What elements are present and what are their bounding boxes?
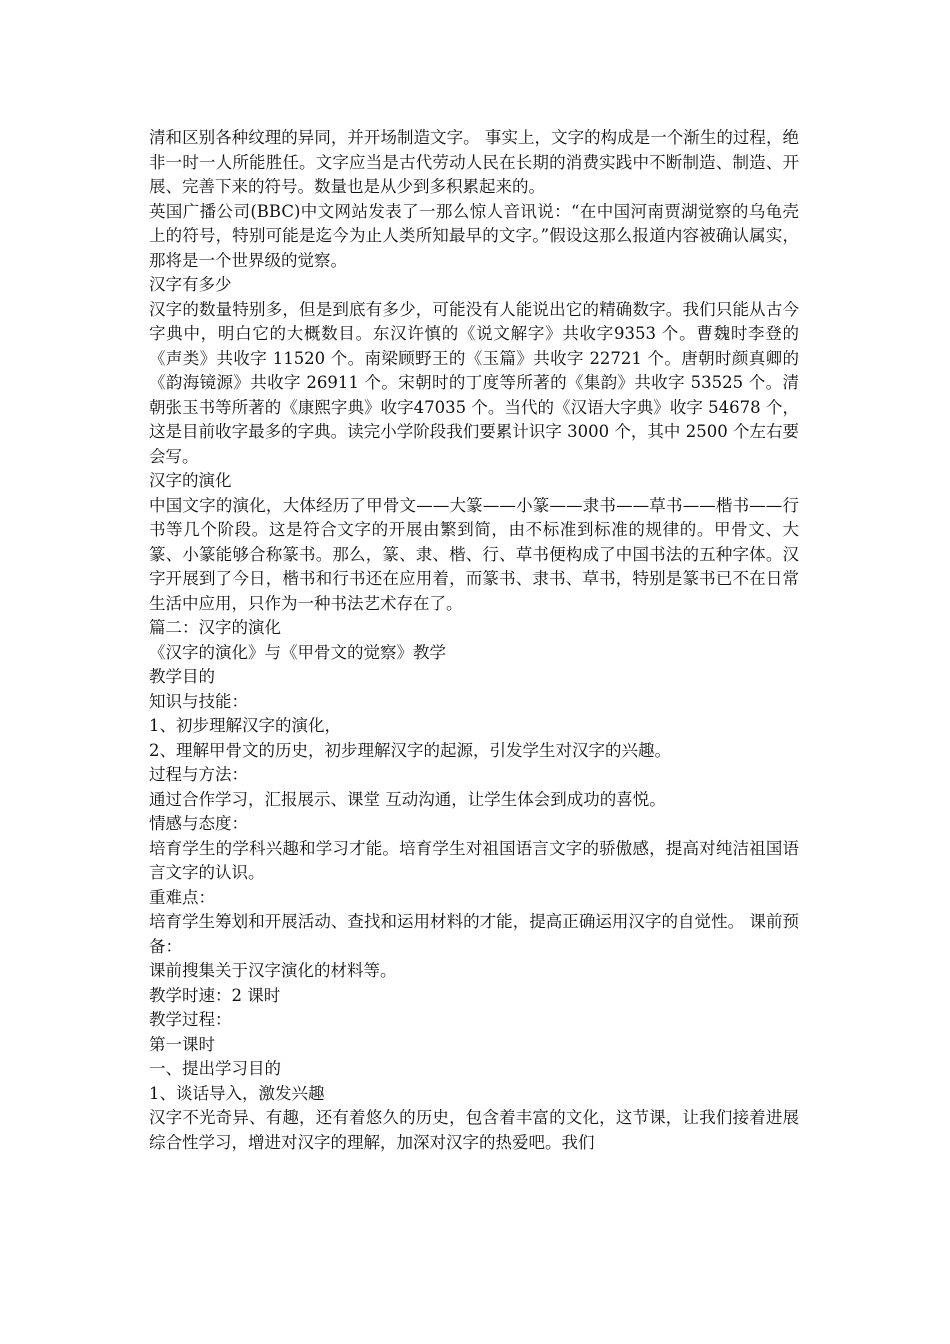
subheading: 情感与态度： bbox=[149, 814, 248, 833]
lesson-title: 《汉字的演化》与《甲骨文的觉察》教学 bbox=[149, 642, 446, 662]
subheading: 一、提出学习目的 bbox=[149, 1059, 281, 1078]
list-item: 1、谈话导入，激发兴趣 bbox=[149, 1083, 325, 1103]
section-heading: 篇二：汉字的演化 bbox=[149, 618, 281, 637]
section-heading: 汉字的演化 bbox=[149, 471, 232, 490]
paragraph: 汉字不光奇异、有趣，还有着悠久的历史，包含着丰富的文化，这节课，让我们接着进展综合性学习，增进对汉字的理解，加深对汉字的热爱吧。我们 bbox=[149, 1108, 799, 1152]
subheading: 知识与技能： bbox=[149, 691, 248, 711]
paragraph: 培育学生的学科兴趣和学习才能。培育学生对祖国语言文字的骄傲感，提高对纯洁祖国语言文字的认识。 bbox=[149, 838, 799, 882]
paragraph: 英国广播公司(BBC)中文网站发表了一那么惊人音讯说：“在中国河南贾湖觉察的乌龟壳上的符号，特别可能是迄今为止人类所知最早的文字。”假设这那么报道内容被确认属实，那将是一个世界级的觉察。 bbox=[149, 201, 799, 270]
subheading: 过程与方法： bbox=[149, 765, 248, 784]
paragraph: 课前搜集关于汉字演化的材料等。 bbox=[149, 961, 397, 980]
paragraph: 汉字的数量特别多，但是到底有多少，可能没有人能说出它的精确数字。我们只能从古今字典中，明白它的大概数目。东汉许慎的《说文解字》共收字9353 个。曹魏时李登的《声类》共收字 11520 个。南梁顾野王的《玉篇》共收字 22721 个。唐朝时颜真卿的《韵海镜源》共收字 26911 个。宋朝时的丁度等所著的《集韵》共收字 53525 个。清朝张玉书等所著的《康熙字典》收字47035 个。当代的《汉语大字典》收字 54678 个，这是目前收字最多的字典。读完小学阶段我们要累计识字 3000 个，其中 2500 个左右要会写。 bbox=[149, 299, 799, 466]
subheading: 重难点： bbox=[149, 887, 215, 907]
subheading: 第一课时 bbox=[149, 1034, 215, 1054]
section-heading: 教学目的 bbox=[149, 667, 215, 686]
paragraph: 清和区别各种纹理的异同，并开场制造文字。 事实上，文字的构成是一个渐生的过程，绝非一时一人所能胜任。文字应当是古代劳动人民在长期的消费实践中不断制造、制造、开展、完善下来的符号。数量也是从少到多积累起来的。 bbox=[149, 128, 799, 196]
list-item: 2、理解甲骨文的历史，初步理解汉字的起源，引发学生对汉字的兴趣。 bbox=[149, 740, 671, 760]
paragraph: 通过合作学习，汇报展示、课堂 互动沟通，让学生体会到成功的喜悦。 bbox=[149, 789, 666, 809]
section-heading: 汉字有多少 bbox=[149, 275, 232, 294]
subheading: 教学过程： bbox=[149, 1010, 232, 1029]
paragraph: 教学时速：2 课时 bbox=[149, 985, 281, 1005]
paragraph: 培育学生筹划和开展活动、查找和运用材料的才能，提高正确运用汉字的自觉性。 课前预备： bbox=[149, 912, 799, 956]
paragraph: 中国文字的演化，大体经历了甲骨文——大篆——小篆——隶书——草书——楷书——行书等几个阶段。这是符合文字的开展由繁到简，由不标准到标准的规律的。甲骨文、大篆、小篆能够合称篆书。那么，篆、隶、楷、行、草书便构成了中国书法的五种字体。汉字开展到了今日，楷书和行书还在应用着，而篆书、隶书、草书，特别是篆书已不在日常生活中应用，只作为一种书法艺术存在了。 bbox=[149, 495, 799, 613]
document-body bbox=[149, 126, 799, 1155]
list-item: 1、初步理解汉字的演化， bbox=[149, 716, 341, 735]
